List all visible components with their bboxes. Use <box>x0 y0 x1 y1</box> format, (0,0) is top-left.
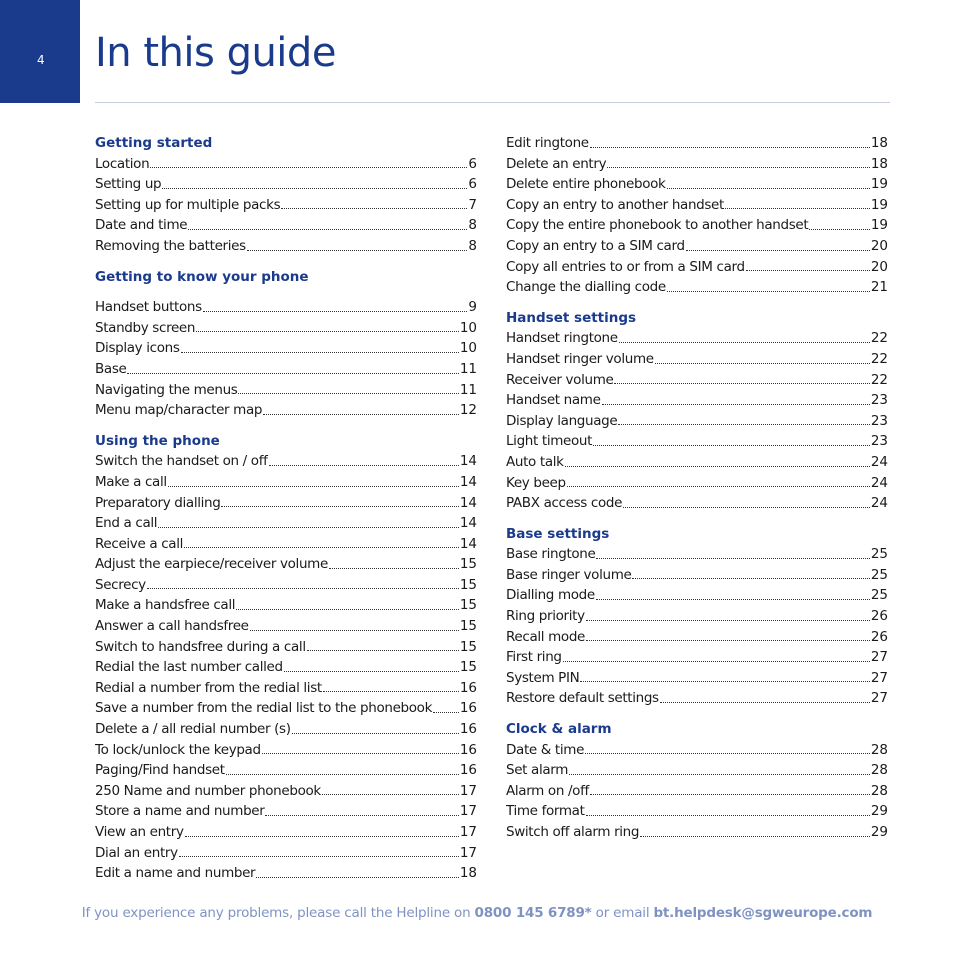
toc-entry-page: 14 <box>459 453 477 470</box>
dot-leader <box>596 558 869 559</box>
dot-leader <box>221 506 458 507</box>
dot-leader <box>323 691 459 692</box>
toc-entry-page: 10 <box>459 319 477 336</box>
toc-entry-edit-ringtone[interactable] <box>506 133 888 154</box>
toc-entry-label: Make a handsfree call <box>95 597 236 614</box>
page-number: 4 <box>37 53 45 67</box>
toc-entry-page: 17 <box>459 824 477 840</box>
toc-entry-label: View an entry <box>95 824 184 840</box>
toc-entry-base-ringer-volume[interactable] <box>506 565 888 586</box>
toc-entry-page: 20 <box>870 237 888 254</box>
toc-entry-label: Recall mode <box>506 628 586 645</box>
toc-entry-page: 17 <box>459 844 477 861</box>
dot-leader <box>247 250 468 251</box>
toc-entry-label: Receiver volume <box>506 371 614 388</box>
toc-entry-page: 25 <box>870 566 888 583</box>
dot-leader <box>585 753 870 754</box>
toc-entry-label: Removing the batteries <box>95 237 246 254</box>
dot-leader <box>809 229 870 230</box>
dot-leader <box>433 712 459 713</box>
dot-leader <box>569 774 870 775</box>
toc-entry-label: Date & time <box>506 741 585 758</box>
toc-entry-250-name-and-number-phonebook[interactable] <box>95 781 477 802</box>
dot-leader <box>265 815 458 816</box>
toc-entry-restore-default-settings[interactable] <box>506 688 888 709</box>
dot-leader <box>602 404 870 405</box>
dot-leader <box>607 167 870 168</box>
toc-entry-base[interactable] <box>95 359 477 380</box>
toc-entry-label: Standby screen <box>95 319 196 336</box>
toc-entry-page: 23 <box>870 433 888 450</box>
toc-entry-page: 14 <box>459 494 477 511</box>
toc-entry-page: 14 <box>459 515 477 532</box>
toc-entry-label: Make a call <box>95 473 167 490</box>
dot-leader <box>686 250 870 251</box>
toc-entry-base-ringtone[interactable] <box>506 544 888 565</box>
toc-entry-label: Base ringer volume <box>506 566 632 583</box>
toc-entry-page: 24 <box>870 453 888 470</box>
dot-leader <box>238 393 458 394</box>
dot-leader <box>184 547 459 548</box>
toc-entry-setting-up-for-multiple-packs[interactable] <box>95 195 477 216</box>
dot-leader <box>292 733 459 734</box>
toc-entry-time-format[interactable] <box>506 801 888 822</box>
toc-entry-delete-entire-phonebook[interactable] <box>506 174 888 195</box>
dot-leader <box>596 599 870 600</box>
dot-leader <box>565 466 870 467</box>
toc-entry-page: 16 <box>459 679 477 696</box>
toc-entry-page: 18 <box>870 155 888 172</box>
dot-leader <box>619 342 870 343</box>
dot-leader <box>586 640 870 641</box>
toc-entry-preparatory-dialling[interactable] <box>95 493 477 514</box>
toc-entry-label: Restore default settings <box>506 690 659 707</box>
toc-entry-page: 16 <box>459 700 477 717</box>
toc-entry-label: Handset ringer volume <box>506 350 654 367</box>
toc-entry-label: 250 Name and number phonebook <box>95 782 321 799</box>
toc-entry-light-timeout[interactable] <box>506 431 888 452</box>
toc-entry-label: Display language <box>506 412 618 429</box>
toc-entry-label: Switch to handsfree during a call <box>95 638 306 655</box>
toc-entry-label: Answer a call handsfree <box>95 618 249 635</box>
toc-entry-save-a-number-from-the-redial-list-to-the-phonebook[interactable] <box>95 698 477 719</box>
toc-entry-page: 15 <box>459 618 477 635</box>
toc-entry-page: 15 <box>459 638 477 655</box>
footer-prefix: If you experience any problems, please call the Helpline on <box>81 905 475 921</box>
toc-entry-page: 20 <box>870 258 888 275</box>
toc-entry-page: 15 <box>459 659 477 676</box>
toc-entry-label: Navigating the menus <box>95 381 238 398</box>
toc-entry-make-a-handsfree-call[interactable] <box>95 595 477 616</box>
toc-entry-navigating-the-menus[interactable] <box>95 380 477 401</box>
toc-entry-page: 24 <box>870 495 888 512</box>
toc-entry-page: 18 <box>870 135 888 151</box>
toc-entry-receive-a-call[interactable] <box>95 534 477 555</box>
dot-leader <box>614 383 869 384</box>
page-title: In this guide <box>95 30 336 76</box>
dot-leader <box>746 270 870 271</box>
toc-entry-label: Setting up for multiple packs <box>95 196 281 213</box>
toc-entry-switch-to-handsfree-during-a-call[interactable] <box>95 637 477 658</box>
dot-leader <box>563 661 870 662</box>
toc-entry-label: Delete a / all redial number (s) <box>95 721 291 738</box>
toc-entry-secrecy[interactable] <box>95 575 477 596</box>
toc-entry-label: Light timeout <box>506 433 593 450</box>
toc-entry-label: Redial a number from the redial list <box>95 679 322 696</box>
toc-entry-date-time[interactable] <box>506 740 888 761</box>
dot-leader <box>127 373 458 374</box>
toc-entry-pabx-access-code[interactable] <box>506 493 888 514</box>
dot-leader <box>655 363 870 364</box>
toc-entry-label: Base <box>95 360 127 377</box>
toc-entry-page: 21 <box>870 279 888 296</box>
toc-entry-label: Paging/Find handset <box>95 762 225 779</box>
dot-leader <box>162 188 467 189</box>
toc-entry-page: 8 <box>468 217 477 234</box>
toc-entry-dial-an-entry[interactable] <box>95 843 477 864</box>
toc-entry-key-beep[interactable] <box>506 473 888 494</box>
toc-entry-copy-all-entries-to-or-from-a-sim-card[interactable] <box>506 257 888 278</box>
dot-leader <box>586 815 870 816</box>
dot-leader <box>593 445 870 446</box>
toc-entry-page: 23 <box>870 392 888 409</box>
dot-leader <box>580 681 869 682</box>
toc-entry-setting-up[interactable] <box>95 174 477 195</box>
toc-entry-page: 19 <box>870 217 888 234</box>
toc-entry-label: Receive a call <box>95 535 184 552</box>
toc-entry-label: Delete entire phonebook <box>506 176 666 193</box>
toc-entry-page: 25 <box>870 546 888 563</box>
toc-entry-label: Change the dialling code <box>506 279 666 296</box>
toc-entry-page: 16 <box>459 762 477 779</box>
toc-entry-date-and-time[interactable] <box>95 215 477 236</box>
toc-entry-label: Auto talk <box>506 453 564 470</box>
toc-entry-label: Handset ringtone <box>506 330 618 347</box>
toc-entry-label: Time format <box>506 803 585 820</box>
toc-entry-label: Handset buttons <box>95 299 202 316</box>
dot-leader <box>281 208 467 209</box>
toc-entry-page: 27 <box>870 669 888 686</box>
toc-entry-store-a-name-and-number[interactable] <box>95 801 477 822</box>
toc-entry-label: Base ringtone <box>506 546 596 563</box>
dot-leader <box>181 352 459 353</box>
toc-entry-redial-a-number-from-the-redial-list[interactable] <box>95 678 477 699</box>
dot-leader <box>667 291 870 292</box>
toc-entry-page: 22 <box>870 330 888 347</box>
section-heading-handset-settings: Handset settings <box>506 309 637 326</box>
toc-entry-label: System PIN <box>506 669 580 686</box>
toc-entry-copy-an-entry-to-a-sim-card[interactable] <box>506 236 888 257</box>
toc-entry-view-an-entry[interactable] <box>95 822 477 843</box>
toc-entry-page: 10 <box>459 340 477 357</box>
toc-entry-label: Copy an entry to another handset <box>506 196 724 213</box>
dot-leader <box>632 578 869 579</box>
toc-entry-page: 8 <box>468 237 477 254</box>
dot-leader <box>262 753 459 754</box>
dot-leader <box>586 620 870 621</box>
toc-entry-system-pin[interactable] <box>506 668 888 689</box>
toc-entry-menu-map-character-map[interactable] <box>95 400 477 421</box>
toc-entry-page: 19 <box>870 196 888 213</box>
toc-entry-page: 14 <box>459 535 477 552</box>
dot-leader <box>322 794 459 795</box>
toc-entry-page: 29 <box>870 824 888 840</box>
toc-entry-page: 15 <box>459 597 477 614</box>
dot-leader <box>250 630 459 631</box>
dot-leader <box>158 527 459 528</box>
helpdesk-email: bt.helpdesk@sgweurope.com <box>653 905 873 921</box>
toc-entry-label: Copy all entries to or from a SIM card <box>506 258 745 275</box>
toc-entry-dialling-mode[interactable] <box>506 585 888 606</box>
toc-entry-to-lock-unlock-the-keypad[interactable] <box>95 740 477 761</box>
toc-entry-label: Menu map/character map <box>95 402 263 419</box>
dot-leader <box>179 856 459 857</box>
toc-entry-location[interactable] <box>95 154 477 175</box>
toc-entry-switch-the-handset-on-off[interactable] <box>95 451 477 472</box>
dot-leader <box>226 774 459 775</box>
toc-entry-page: 26 <box>870 628 888 645</box>
dot-leader <box>725 208 870 209</box>
toc-entry-page: 28 <box>870 741 888 758</box>
toc-entry-removing-the-batteries[interactable] <box>95 236 477 257</box>
toc-entry-handset-ringer-volume[interactable] <box>506 349 888 370</box>
toc-entry-make-a-call[interactable] <box>95 472 477 493</box>
page-number-tab <box>0 0 80 103</box>
footer-middle: or email <box>591 905 654 921</box>
toc-entry-label: Key beep <box>506 474 566 491</box>
section-heading-base-settings: Base settings <box>506 525 610 542</box>
toc-entry-label: Delete an entry <box>506 155 607 172</box>
toc-entry-auto-talk[interactable] <box>506 452 888 473</box>
toc-entry-recall-mode[interactable] <box>506 627 888 648</box>
toc-entry-page: 7 <box>468 196 477 213</box>
toc-entry-label: Display icons <box>95 340 180 357</box>
toc-entry-page: 22 <box>870 350 888 367</box>
toc-entry-page: 15 <box>459 556 477 573</box>
toc-entry-label: Edit a name and number <box>95 865 256 882</box>
toc-entry-delete-an-entry[interactable] <box>506 154 888 175</box>
toc-entry-edit-a-name-and-number[interactable] <box>95 863 477 884</box>
dot-leader <box>196 331 459 332</box>
toc-entry-alarm-on-off[interactable] <box>506 781 888 802</box>
toc-entry-label: Switch off alarm ring <box>506 824 640 840</box>
toc-entry-handset-name[interactable] <box>506 390 888 411</box>
helpline-footer <box>0 905 954 921</box>
toc-entry-page: 28 <box>870 762 888 779</box>
toc-entry-page: 18 <box>459 865 477 882</box>
dot-leader <box>185 836 459 837</box>
toc-entry-label: Handset name <box>506 392 601 409</box>
toc-entry-page: 9 <box>468 299 477 316</box>
toc-entry-display-language[interactable] <box>506 411 888 432</box>
toc-entry-switch-off-alarm-ring[interactable] <box>506 822 888 843</box>
toc-entry-label: Redial the last number called <box>95 659 283 676</box>
toc-entry-handset-ringtone[interactable] <box>506 328 888 349</box>
dot-leader <box>618 424 870 425</box>
toc-entry-handset-buttons[interactable] <box>95 297 477 318</box>
toc-entry-page: 16 <box>459 721 477 738</box>
toc-entry-label: Copy an entry to a SIM card <box>506 237 685 254</box>
dot-leader <box>236 609 459 610</box>
dot-leader <box>567 486 870 487</box>
dot-leader <box>203 311 468 312</box>
toc-entry-set-alarm[interactable] <box>506 760 888 781</box>
toc-entry-label: Set alarm <box>506 762 569 779</box>
toc-entry-paging-find-handset[interactable] <box>95 760 477 781</box>
toc-entry-page: 12 <box>459 402 477 419</box>
toc-entry-page: 15 <box>459 576 477 593</box>
section-heading-getting-started: Getting started <box>95 135 213 151</box>
toc-entry-label: First ring <box>506 649 562 666</box>
toc-entry-delete-a-all-redial-number-s[interactable] <box>95 719 477 740</box>
toc-entry-page: 29 <box>870 803 888 820</box>
toc-entry-answer-a-call-handsfree[interactable] <box>95 616 477 637</box>
dot-leader <box>590 147 870 148</box>
toc-entry-copy-an-entry-to-another-handset[interactable] <box>506 195 888 216</box>
toc-left-column <box>95 133 477 884</box>
toc-entry-label: Copy the entire phonebook to another handset <box>506 217 809 234</box>
dot-leader <box>269 465 459 466</box>
dot-leader <box>168 486 459 487</box>
toc-entry-label: Adjust the earpiece/receiver volume <box>95 556 328 573</box>
dot-leader <box>590 794 870 795</box>
toc-entry-label: PABX access code <box>506 495 623 512</box>
toc-entry-first-ring[interactable] <box>506 647 888 668</box>
dot-leader <box>623 507 870 508</box>
toc-entry-page: 25 <box>870 587 888 604</box>
toc-entry-page: 6 <box>468 155 477 172</box>
section-heading-using-the-phone: Using the phone <box>95 432 220 449</box>
toc-entry-label: Save a number from the redial list to the phonebook <box>95 700 433 717</box>
toc-entry-copy-the-entire-phonebook-to-another-handset[interactable] <box>506 215 888 236</box>
dot-leader <box>667 188 870 189</box>
dot-leader <box>263 414 459 415</box>
toc-entry-label: Store a name and number <box>95 803 265 820</box>
toc-entry-display-icons[interactable] <box>95 338 477 359</box>
toc-entry-page: 17 <box>459 782 477 799</box>
toc-entry-label: Ring priority <box>506 608 585 625</box>
toc-entry-label: Edit ringtone <box>506 135 589 151</box>
toc-entry-page: 11 <box>459 360 477 377</box>
section-heading-clock-alarm: Clock & alarm <box>506 721 612 738</box>
toc-entry-label: Location <box>95 155 150 172</box>
toc-entry-page: 11 <box>459 381 477 398</box>
toc-entry-label: Preparatory dialling <box>95 494 221 511</box>
toc-entry-label: Secrecy <box>95 576 146 593</box>
toc-entry-label: Setting up <box>95 176 162 193</box>
toc-entry-page: 27 <box>870 690 888 707</box>
toc-entry-label: Date and time <box>95 217 188 234</box>
dot-leader <box>640 836 870 837</box>
dot-leader <box>188 229 467 230</box>
toc-entry-receiver-volume[interactable] <box>506 370 888 391</box>
dot-leader <box>147 588 459 589</box>
toc-entry-label: End a call <box>95 515 158 532</box>
toc-entry-page: 22 <box>870 371 888 388</box>
toc-entry-page: 19 <box>870 176 888 193</box>
toc-entry-label: Alarm on /off <box>506 782 589 799</box>
toc-entry-page: 6 <box>468 176 477 193</box>
dot-leader <box>660 702 870 703</box>
toc-entry-page: 23 <box>870 412 888 429</box>
toc-right-column <box>506 133 888 843</box>
dot-leader <box>150 167 467 168</box>
toc-entry-page: 16 <box>459 741 477 758</box>
dot-leader <box>329 568 459 569</box>
toc-entry-label: To lock/unlock the keypad <box>95 741 261 758</box>
toc-entry-adjust-the-earpiece-receiver-volume[interactable] <box>95 554 477 575</box>
toc-entry-end-a-call[interactable] <box>95 513 477 534</box>
toc-entry-page: 24 <box>870 474 888 491</box>
dot-leader <box>256 877 459 878</box>
toc-entry-page: 28 <box>870 782 888 799</box>
section-heading-getting-to-know-your-phone: Getting to know your phone <box>95 268 309 285</box>
toc-entry-standby-screen[interactable] <box>95 318 477 339</box>
toc-entry-change-the-dialling-code[interactable] <box>506 277 888 298</box>
toc-entry-ring-priority[interactable] <box>506 606 888 627</box>
toc-entry-page: 17 <box>459 803 477 820</box>
toc-entry-page: 14 <box>459 473 477 490</box>
dot-leader <box>284 671 459 672</box>
helpline-phone: 0800 145 6789* <box>474 905 592 921</box>
title-divider <box>95 102 890 103</box>
dot-leader <box>307 650 459 651</box>
toc-entry-label: Switch the handset on / off <box>95 453 268 470</box>
toc-entry-label: Dialling mode <box>506 587 595 604</box>
toc-entry-redial-the-last-number-called[interactable] <box>95 657 477 678</box>
toc-entry-page: 27 <box>870 649 888 666</box>
toc-entry-label: Dial an entry <box>95 844 178 861</box>
toc-entry-page: 26 <box>870 608 888 625</box>
